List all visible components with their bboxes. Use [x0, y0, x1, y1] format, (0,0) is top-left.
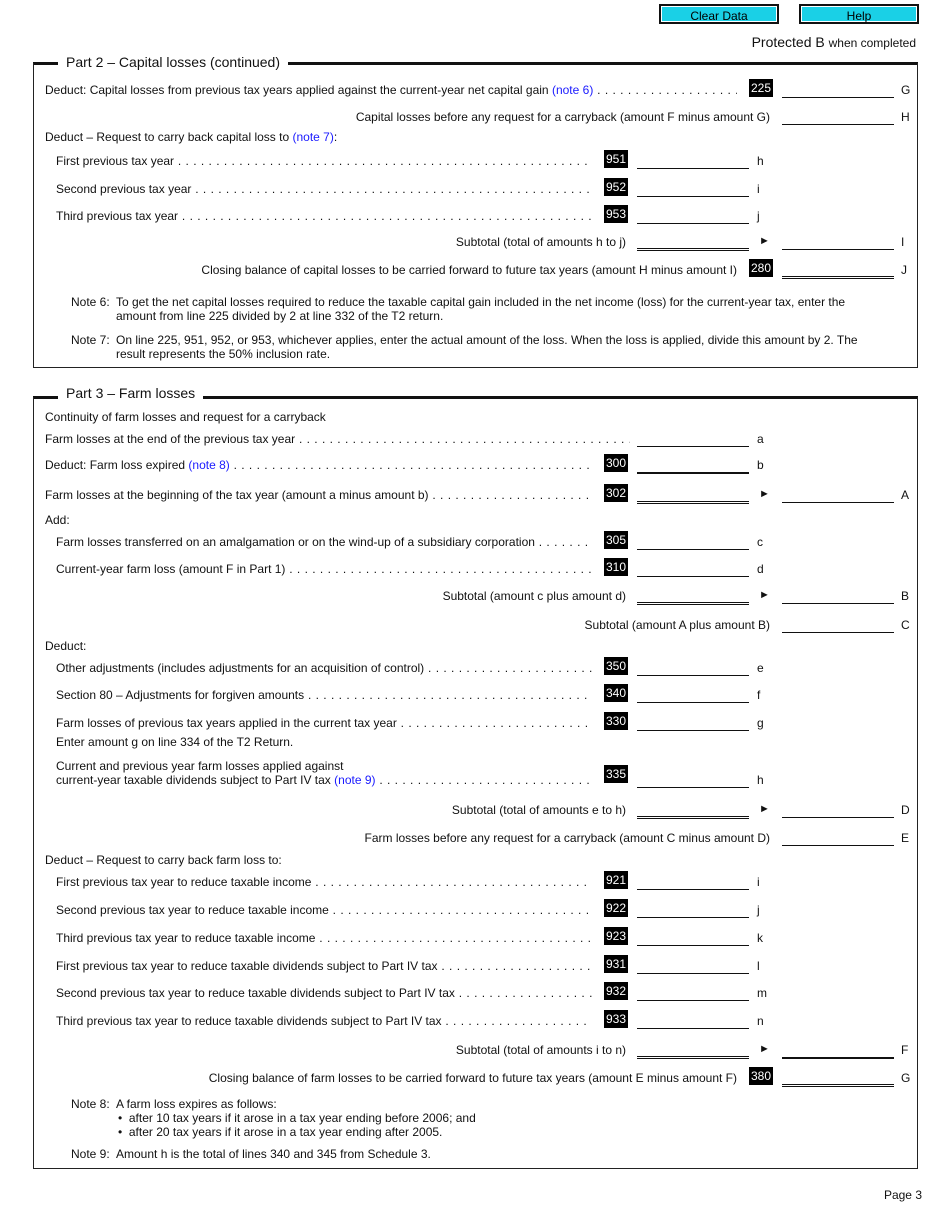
amount-letter: i — [757, 875, 760, 889]
row-label: Farm losses transferred on an amalgamation or on the wind-up of a subsidiary corporation . . . — [56, 535, 592, 549]
line-951-input[interactable] — [637, 152, 749, 169]
row-label: Other adjustments (includes adjustments for an acquisition of control) . . . — [56, 661, 592, 675]
amount-letter: J — [901, 263, 907, 277]
row-sub-label: Enter amount g on line 334 of the T2 Return. — [56, 735, 294, 749]
line-350-input[interactable] — [637, 659, 749, 676]
note-6 — [71, 295, 901, 325]
line-302-input[interactable] — [637, 486, 749, 504]
amount-D-input[interactable] — [782, 801, 894, 818]
note-text: Amount h is the total of lines 340 and 345 from Schedule 3. — [116, 1147, 431, 1161]
row-label: Subtotal (amount c plus amount d) — [442, 589, 626, 603]
protected-b-label — [752, 34, 916, 50]
line-code: 933 — [606, 1012, 627, 1026]
note-text: On line 225, 951, 952, or 953, whichever applies, enter the actual amount of the loss. When the loss is applied, divide this amount by 2. The result represents the 50% inclusion rate. — [116, 333, 858, 361]
note-6-link[interactable]: (note 6) — [551, 83, 594, 97]
page-number: Page 3 — [883, 1188, 922, 1202]
amount-letter: l — [757, 959, 760, 973]
amount-B-input[interactable] — [782, 587, 894, 604]
line-931-input[interactable] — [637, 957, 749, 974]
protected-sub: when completed — [828, 36, 916, 50]
row-label: Second previous tax year to reduce taxable income . . . — [56, 903, 592, 917]
line-300-input[interactable] — [637, 456, 749, 474]
note-bullet-1: • after 10 tax years if it arose in a tax year ending before 2006; and — [118, 1111, 476, 1125]
line-code: 953 — [606, 207, 627, 221]
amount-letter: m — [757, 986, 767, 1000]
row-label: Second previous tax year to reduce taxable dividends subject to Part IV tax . . . — [56, 986, 592, 1000]
amount-C-input[interactable] — [782, 616, 894, 633]
line-225-input[interactable] — [782, 81, 894, 98]
line-340-input[interactable] — [637, 686, 749, 703]
subtotal-cd-input[interactable] — [637, 587, 749, 605]
amount-letter: E — [901, 831, 910, 845]
amount-letter: h — [757, 154, 764, 168]
line-code: 951 — [606, 152, 627, 166]
row-label: Third previous tax year . . . — [56, 209, 592, 223]
row-label: Second previous tax year . . . — [56, 182, 592, 196]
line-921-input[interactable] — [637, 873, 749, 890]
note-7 — [71, 333, 901, 363]
amount-letter: F — [901, 1043, 909, 1057]
clear-data-button[interactable]: Clear Data — [659, 4, 779, 24]
amount-letter: h — [757, 773, 764, 787]
bullet-icon: • — [118, 1111, 123, 1125]
line-933-input[interactable] — [637, 1012, 749, 1029]
note-9-link[interactable]: (note 9) — [334, 773, 376, 787]
row-label: Subtotal (amount A plus amount B) — [584, 618, 770, 632]
line-code: 280 — [751, 261, 772, 275]
help-button[interactable]: Help — [799, 4, 919, 24]
row-label: current-year taxable dividends subject to Part IV tax (note 9) . . . — [56, 773, 592, 787]
row-label: Farm losses at the end of the previous tax year . . . — [45, 432, 630, 446]
line-380-input[interactable] — [782, 1069, 894, 1087]
line-code: 921 — [606, 873, 627, 887]
row-label: Subtotal (total of amounts e to h) — [451, 803, 626, 817]
row-label: Subtotal (total of amounts i to n) — [455, 1043, 626, 1057]
row-label: Current-year farm loss (amount F in Part 1) . . . — [56, 562, 592, 576]
heading-text: Add: — [45, 513, 70, 527]
row-label: First previous tax year to reduce taxable dividends subject to Part IV tax . . . — [56, 959, 592, 973]
row-label: Farm losses before any request for a carryback (amount C minus amount D) — [364, 831, 770, 845]
note-8 — [71, 1097, 901, 1141]
amount-E-input[interactable] — [782, 829, 894, 846]
amount-letter: B — [901, 589, 910, 603]
row-label: Section 80 – Adjustments for forgiven amounts . . . — [56, 688, 592, 702]
note-9 — [71, 1147, 901, 1163]
row-label: Farm losses of previous tax years applied in the current tax year . . . — [56, 716, 592, 730]
line-932-input[interactable] — [637, 984, 749, 1001]
row-label: Subtotal (total of amounts h to j) — [455, 235, 626, 249]
amount-H-input[interactable] — [782, 108, 894, 125]
note-8-link[interactable]: (note 8) — [188, 458, 230, 472]
arrow-right-icon: ► — [759, 1043, 770, 1055]
part3-title: Part 3 – Farm losses — [58, 385, 203, 401]
note-label: Note 6: — [71, 295, 110, 309]
heading-text: Deduct – Request to carry back capital loss to (note 7): — [45, 130, 338, 144]
note-bullet-2: • after 20 tax years if it arose in a tax year ending after 2005. — [118, 1125, 443, 1139]
amount-letter: b — [757, 458, 764, 472]
line-922-input[interactable] — [637, 901, 749, 918]
line-code: 350 — [606, 659, 627, 673]
line-code: 300 — [606, 456, 627, 470]
arrow-right-icon: ► — [759, 488, 770, 500]
line-330-input[interactable] — [637, 714, 749, 731]
note-label: Note 8: — [71, 1097, 110, 1111]
note-text: A farm loss expires as follows: — [116, 1097, 277, 1111]
line-953-input[interactable] — [637, 207, 749, 224]
heading-text: Deduct – Request to carry back farm loss to: — [45, 853, 282, 867]
amount-letter: H — [901, 110, 910, 124]
heading-text: Continuity of farm losses and request for a carryback — [45, 410, 326, 424]
line-code: 952 — [606, 180, 627, 194]
line-code: 923 — [606, 929, 627, 943]
arrow-right-icon: ► — [759, 235, 770, 247]
amount-letter: i — [757, 182, 760, 196]
note-text: To get the net capital losses required to reduce the taxable capital gain included in the net income (loss) for the current-year tax, enter the amount from line 225 divided by 2 at line 332 of the T2 return. — [116, 295, 846, 323]
amount-letter: C — [901, 618, 910, 632]
amount-letter: f — [757, 688, 761, 702]
amount-letter: n — [757, 1014, 764, 1028]
amount-letter: G — [901, 1071, 911, 1085]
note-body — [116, 1097, 886, 1139]
amount-letter: G — [901, 83, 911, 97]
protected-main: Protected B — [751, 34, 825, 50]
row-label: Closing balance of capital losses to be carried forward to future tax years (amount H minus amount I) — [201, 263, 737, 277]
subtotal-in-input[interactable] — [637, 1041, 749, 1059]
line-335-input[interactable] — [637, 771, 749, 788]
note-label: Note 9: — [71, 1147, 110, 1161]
arrow-right-icon: ► — [759, 589, 770, 601]
row-label: Closing balance of farm losses to be carried forward to future tax years (amount E minus amount F) — [208, 1071, 737, 1085]
line-code: 305 — [606, 533, 627, 547]
note-7-link[interactable]: (note 7) — [292, 130, 334, 144]
row-label: Farm losses at the beginning of the tax year (amount a minus amount b) . . . — [45, 488, 592, 502]
amount-letter: j — [757, 903, 760, 917]
line-310-input[interactable] — [637, 560, 749, 577]
row-label-line1: Current and previous year farm losses applied against — [56, 759, 344, 773]
bullet-icon: • — [118, 1125, 123, 1139]
amount-letter: g — [757, 716, 764, 730]
line-923-input[interactable] — [637, 929, 749, 946]
row-label: Capital losses before any request for a carryback (amount F minus amount G) — [355, 110, 770, 124]
part2-title: Part 2 – Capital losses (continued) — [58, 54, 288, 70]
amount-letter: d — [757, 562, 764, 576]
row-label: Third previous tax year to reduce taxable dividends subject to Part IV tax . . . — [56, 1014, 592, 1028]
line-code: 335 — [606, 767, 627, 781]
line-code: 340 — [606, 686, 627, 700]
row-label: Third previous tax year to reduce taxable income . . . — [56, 931, 592, 945]
heading-text: Deduct: — [45, 639, 87, 653]
subtotal-hj-input[interactable] — [637, 233, 749, 251]
amount-letter: D — [901, 803, 910, 817]
line-code: 922 — [606, 901, 627, 915]
row-label: First previous tax year to reduce taxable income . . . — [56, 875, 592, 889]
amount-a-input[interactable] — [637, 430, 749, 447]
line-code: 225 — [751, 81, 772, 95]
amount-letter: A — [901, 488, 910, 502]
subtotal-eh-input[interactable] — [637, 801, 749, 819]
line-280-input[interactable] — [782, 261, 894, 279]
line-code: 931 — [606, 957, 627, 971]
amount-F-input[interactable] — [782, 1041, 894, 1059]
line-code: 310 — [606, 560, 627, 574]
line-code: 302 — [606, 486, 627, 500]
line-952-input[interactable] — [637, 180, 749, 197]
amount-letter: c — [757, 535, 763, 549]
line-code: 380 — [751, 1069, 772, 1083]
arrow-right-icon: ► — [759, 803, 770, 815]
note-label: Note 7: — [71, 333, 110, 347]
line-code: 932 — [606, 984, 627, 998]
amount-letter: j — [757, 209, 760, 223]
row-label: Deduct: Farm loss expired (note 8) . . . — [45, 458, 592, 472]
amount-letter: I — [901, 235, 905, 249]
amount-I-input[interactable] — [782, 233, 894, 250]
row-label: Deduct: Capital losses from previous tax years applied against the current-year net capital gain (note 6) . . . — [45, 83, 737, 97]
line-305-input[interactable] — [637, 533, 749, 550]
amount-letter: a — [757, 432, 764, 446]
row-label: First previous tax year . . . — [56, 154, 592, 168]
line-code: 330 — [606, 714, 627, 728]
amount-letter: k — [757, 931, 763, 945]
amount-A-input[interactable] — [782, 486, 894, 503]
amount-letter: e — [757, 661, 764, 675]
